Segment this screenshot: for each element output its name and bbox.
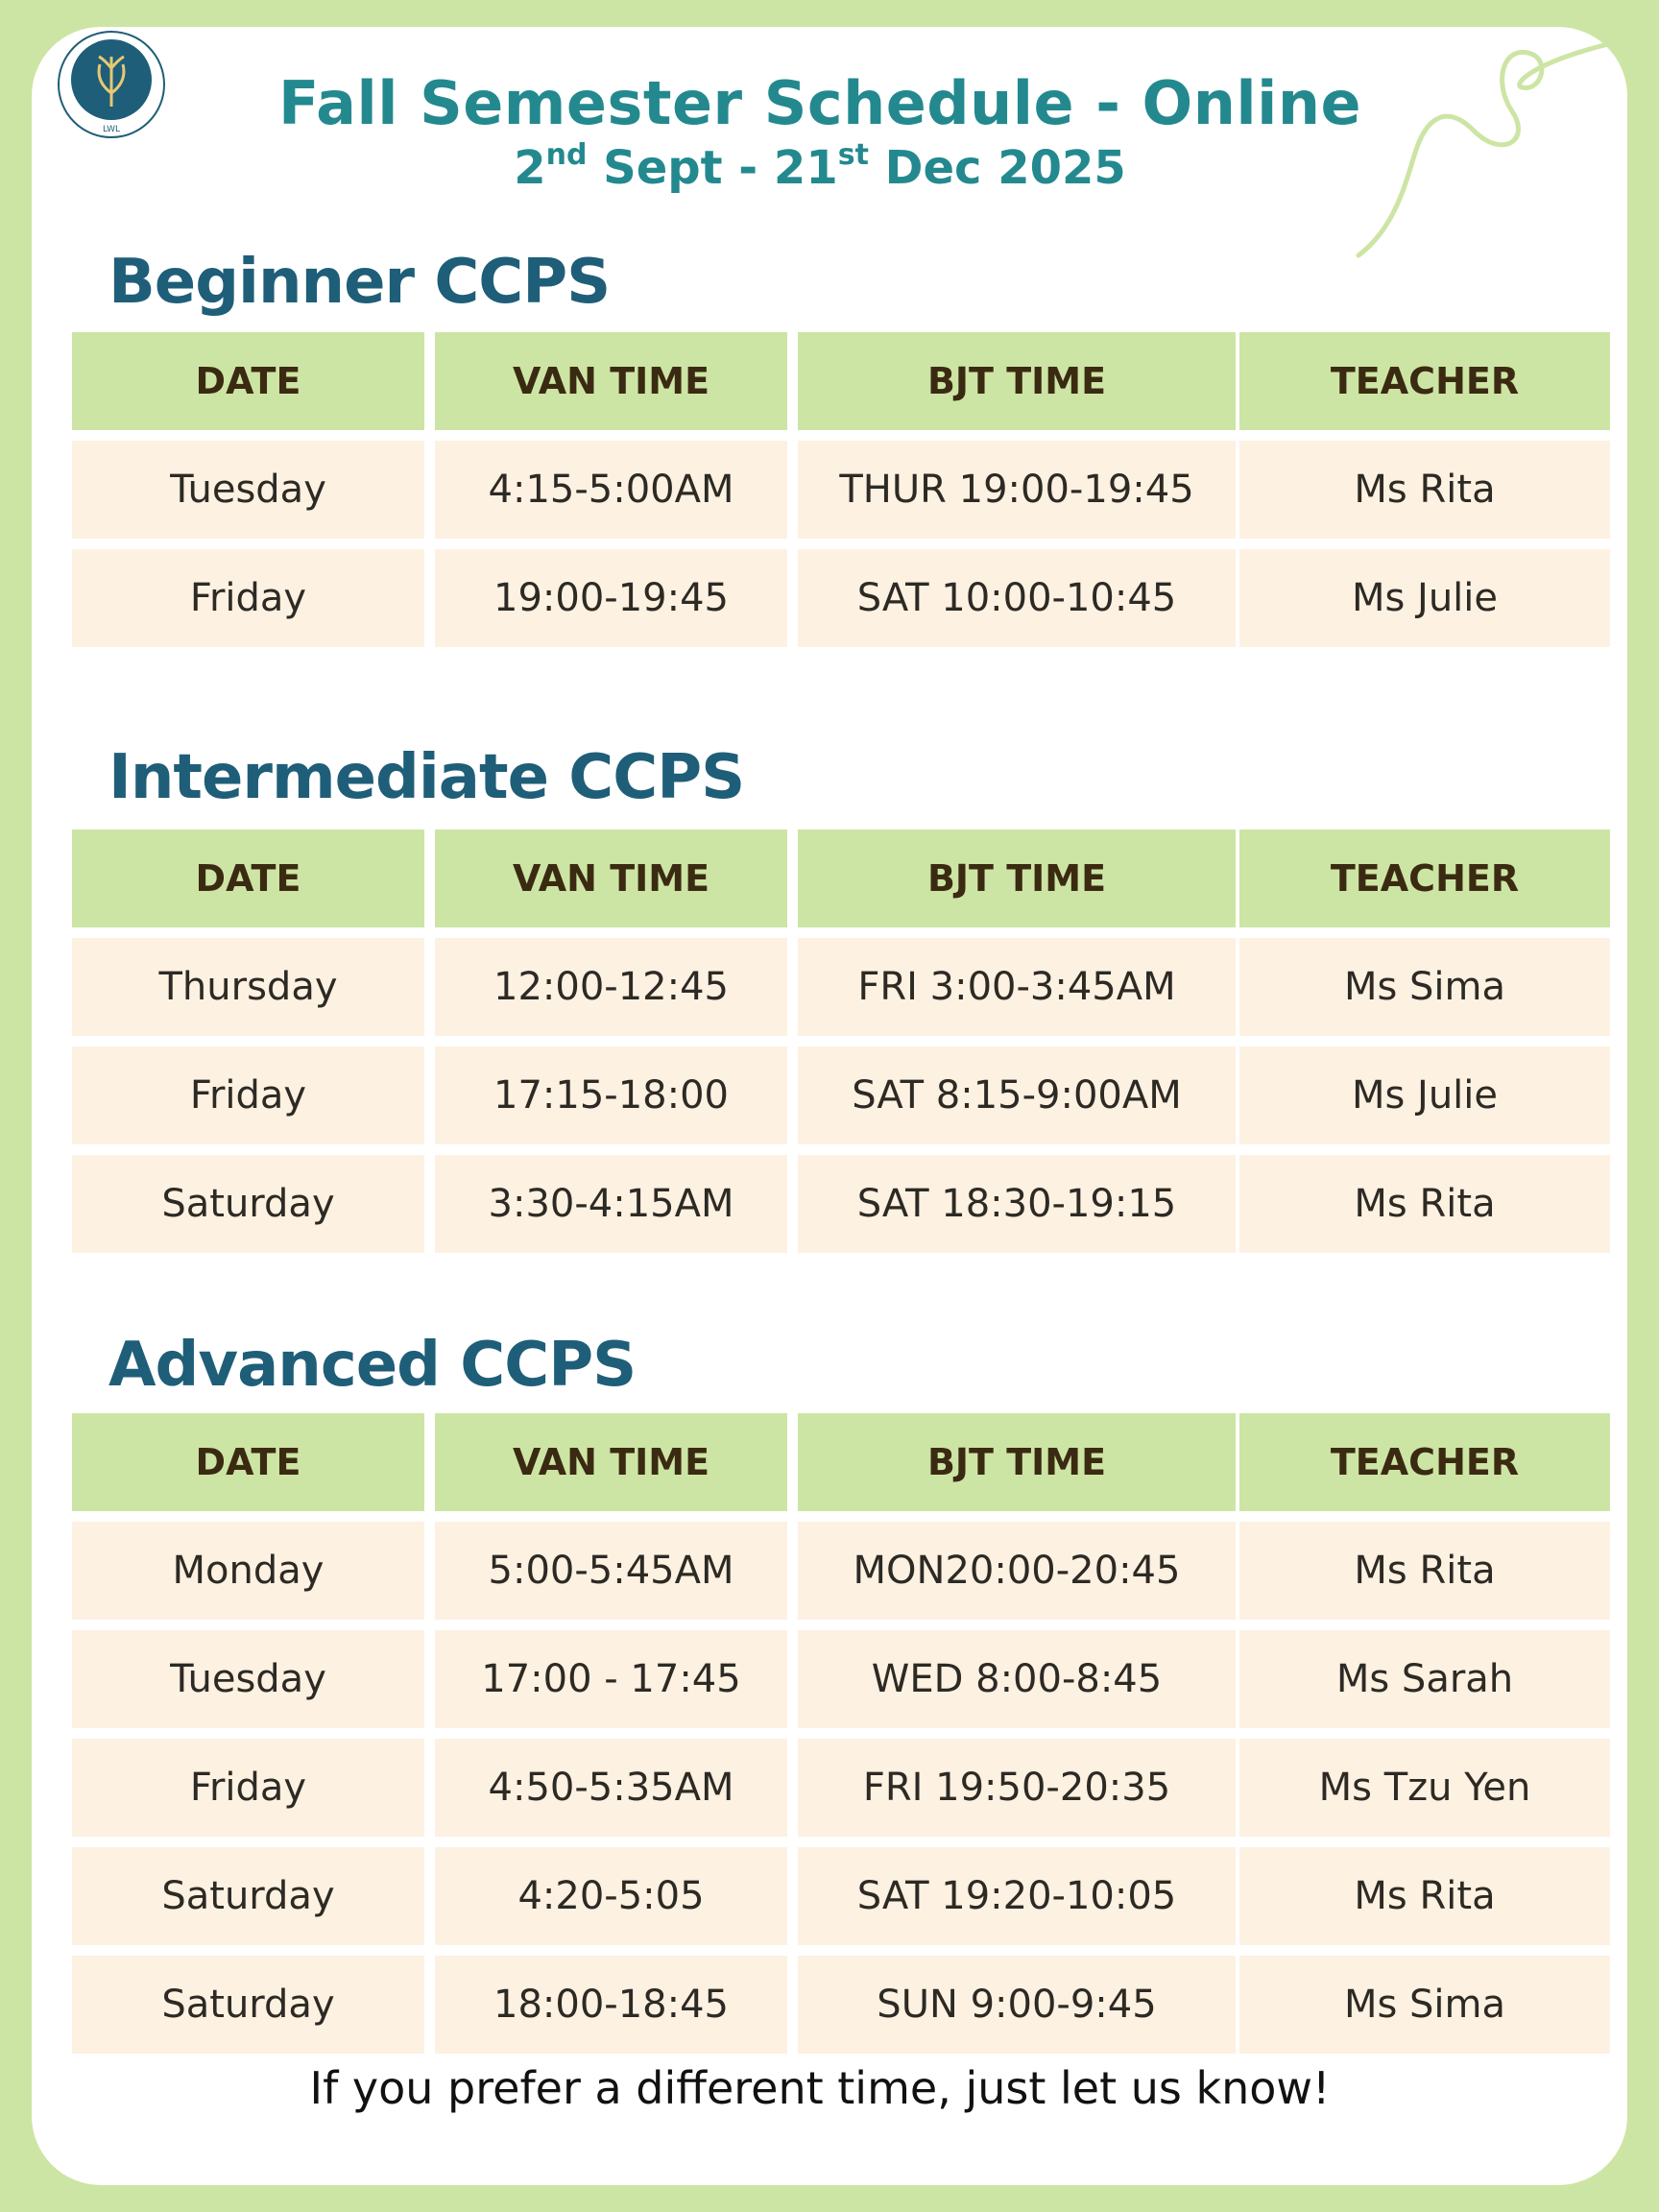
date-cell: Friday — [72, 1046, 424, 1144]
teacher-cell: Ms Sima — [1239, 938, 1610, 1036]
column-header-bjt-time: BJT TIME — [798, 332, 1236, 430]
bjt-time-cell: SAT 18:30-19:15 — [798, 1155, 1236, 1253]
table-header-row — [72, 830, 1610, 927]
table-header-row — [72, 1413, 1610, 1511]
date-start-day: 2 — [514, 141, 546, 195]
column-header-van-time: VAN TIME — [435, 332, 787, 430]
table-row — [72, 1739, 1610, 1837]
bjt-time-cell: SAT 10:00-10:45 — [798, 549, 1236, 647]
van-time-cell: 4:20-5:05 — [435, 1847, 787, 1945]
column-header-teacher: TEACHER — [1239, 830, 1610, 927]
date-cell: Tuesday — [72, 441, 424, 539]
page-title: Fall Semester Schedule - Online — [277, 68, 1362, 138]
schedule-table-beginner — [72, 332, 1610, 658]
section-title-advanced: Advanced CCPS — [108, 1330, 637, 1401]
van-time-cell: 5:00-5:45AM — [435, 1522, 787, 1620]
section-title-beginner: Beginner CCPS — [108, 247, 611, 318]
table-row — [72, 1956, 1610, 2054]
section-title-intermediate: Intermediate CCPS — [108, 742, 745, 813]
date-cell: Monday — [72, 1522, 424, 1620]
column-header-teacher: TEACHER — [1239, 1413, 1610, 1511]
column-header-date: DATE — [72, 332, 424, 430]
logo-text: LWL — [102, 125, 121, 134]
bjt-time-cell: FRI 3:00-3:45AM — [798, 938, 1236, 1036]
table-row — [72, 1046, 1610, 1144]
column-header-date: DATE — [72, 1413, 424, 1511]
van-time-cell: 17:15-18:00 — [435, 1046, 787, 1144]
date-cell: Friday — [72, 549, 424, 647]
table-row — [72, 1155, 1610, 1253]
bjt-time-cell: SAT 8:15-9:00AM — [798, 1046, 1236, 1144]
teacher-cell: Ms Sarah — [1239, 1630, 1610, 1728]
van-time-cell: 19:00-19:45 — [435, 549, 787, 647]
table-row — [72, 1630, 1610, 1728]
date-end-sup: st — [837, 138, 869, 172]
teacher-cell: Ms Sima — [1239, 1956, 1610, 2054]
date-cell: Friday — [72, 1739, 424, 1837]
teacher-cell: Ms Rita — [1239, 441, 1610, 539]
date-range — [0, 134, 1640, 202]
table-row — [72, 441, 1610, 539]
table-row — [72, 1522, 1610, 1620]
footer-note: If you prefer a different time, just let us know! — [309, 2062, 1331, 2114]
teacher-cell: Ms Julie — [1239, 1046, 1610, 1144]
table-header-row — [72, 332, 1610, 430]
date-cell: Saturday — [72, 1847, 424, 1945]
bjt-time-cell: SAT 19:20-10:05 — [798, 1847, 1236, 1945]
bjt-time-cell: MON20:00-20:45 — [798, 1522, 1236, 1620]
bjt-time-cell: SUN 9:00-9:45 — [798, 1956, 1236, 2054]
table-row — [72, 1847, 1610, 1945]
table-row — [72, 938, 1610, 1036]
teacher-cell: Ms Tzu Yen — [1239, 1739, 1610, 1837]
column-header-van-time: VAN TIME — [435, 1413, 787, 1511]
date-cell: Thursday — [72, 938, 424, 1036]
van-time-cell: 3:30-4:15AM — [435, 1155, 787, 1253]
van-time-cell: 18:00-18:45 — [435, 1956, 787, 2054]
teacher-cell: Ms Rita — [1239, 1155, 1610, 1253]
date-cell: Tuesday — [72, 1630, 424, 1728]
column-header-bjt-time: BJT TIME — [798, 830, 1236, 927]
van-time-cell: 4:15-5:00AM — [435, 441, 787, 539]
teacher-cell: Ms Rita — [1239, 1522, 1610, 1620]
van-time-cell: 12:00-12:45 — [435, 938, 787, 1036]
bjt-time-cell: WED 8:00-8:45 — [798, 1630, 1236, 1728]
date-cell: Saturday — [72, 1956, 424, 2054]
teacher-cell: Ms Julie — [1239, 549, 1610, 647]
van-time-cell: 17:00 - 17:45 — [435, 1630, 787, 1728]
teacher-cell: Ms Rita — [1239, 1847, 1610, 1945]
table-row — [72, 549, 1610, 647]
schedule-table-advanced — [72, 1413, 1610, 2064]
column-header-bjt-time: BJT TIME — [798, 1413, 1236, 1511]
bjt-time-cell: THUR 19:00-19:45 — [798, 441, 1236, 539]
date-cell: Saturday — [72, 1155, 424, 1253]
date-start-sup: nd — [545, 138, 588, 172]
van-time-cell: 4:50-5:35AM — [435, 1739, 787, 1837]
date-middle: Sept - 21 — [587, 141, 838, 195]
schedule-table-intermediate — [72, 830, 1610, 1263]
column-header-date: DATE — [72, 830, 424, 927]
date-end: Dec 2025 — [868, 141, 1126, 195]
column-header-van-time: VAN TIME — [435, 830, 787, 927]
column-header-teacher: TEACHER — [1239, 332, 1610, 430]
bjt-time-cell: FRI 19:50-20:35 — [798, 1739, 1236, 1837]
